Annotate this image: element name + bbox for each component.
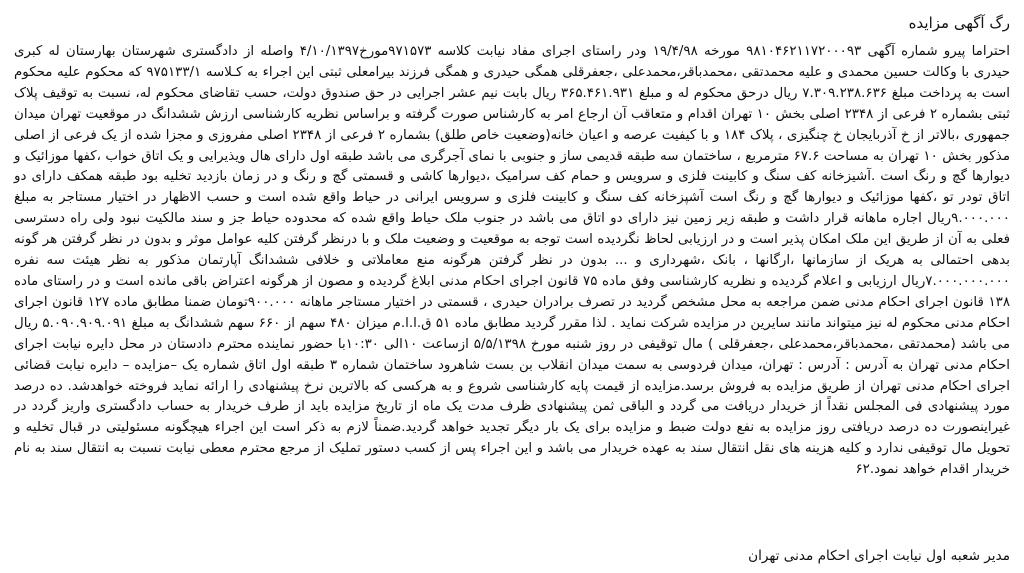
notice-signature: مدیر شعبه اول نیابت اجرای احکام مدنی تهران [748, 548, 1010, 564]
notice-title: رگ آگهی مزایده [908, 14, 1010, 32]
notice-body: احتراما پیرو شماره آگهی ۹۸۱۰۴۶۲۱۱۷۲۰۰۰۹۳ مورخه ۱۹/۴/۹۸ ودر راستای اجرای مفاد نیابت کلاسه ۹۷۱۵۷۳مورخ۴/۱۰/۱۳۹۷ واصله از دادگستری شهرستان بهارستان له کبری حیدری با وکالت حسین محمدی و علیه محمدتقی ،محمدباقر،محمدعلی ،جعفرقلی همگی حیدری و همگی فرزند بیرامعلی ثبتی این اجراء به کـلاسه ۹۷۵۱۳۳/۱ که محکوم علیه محکوم است به پرداخت مبلغ ۷.۳۰۹.۲۳۸.۶۳۶ ریال درحق محکوم له و مبلغ ۳۶۵.۴۶۱.۹۳۱ ریال بابت نیم عشر اجرایی در حق صندوق دولت، حسب تقاضای محکوم له، نسبت به توقیف پلاک ثبتی بشماره ۲ فرعی از ۲۳۴۸ اصلی بخش ۱۰ تهران اقدام و متعاقب آن ارجاع امر به کارشناس صورت گرفته و براساس نظریه کارشناسی ارزش ششدانگ در موقعیت تهران میدان جمهوری ،بالاتر از خ آذربایجان خ چنگیزی ، پلاک ۱۸۴ و با کیفیت عرصه و اعیان خانه(وضعیت خاص طلق) بشماره ۲ فرعی از ۲۳۴۸ اصلی مفروزی و مجزا شده از یک فرعی از اصلی مذکور بخش ۱۰ تهران به مساحت ۶۷.۶ مترمربع ، ساختمان سه طبقه قدیمی ساز و جنوبی با نمای آجرگری می باشد طبقه اول دارای هال ویذیرایی و یک اتاق خواب ،کفها موزائیک و دیوارها گچ و رنگ است .آشیزخانه کف سنگ و کابینت فلزی و سرویس و حمام کف سرامیک ،دیوارها کاشی و قسمتی گچ و رنگ و در زمان بازدید تخلیه بود طبقه همکف دارای دو اتاق تودر تو ،کفها موزائیک و دیوارها گچ و رنگ است آشپزخانه کف سنگ و کابینت فلزی و سرویس ایرانی در حیاط واقع شده است و حسب الاظهار در اختیار مستاجر به مبلغ ۹.۰۰۰.۰۰۰ریال اجاره ماهانه قرار داشت و طبقه زیر زمین نیز دارای دو اتاق می باشد در جنوب ملک حیاط واقع شده که محدوده حیاط جز و سند مالکیت نبود ولی راه دسترسی فعلی به آن از طریق این ملک امکان پذیر است و در ارزیابی لحاظ نگردیده است توجه به موقعیت و وضعیت ملک و با درنظر گرفتن کلیه عوامل موثر و بدون در نظر گرفتن هر گونه بدهی احتمالی به هریک از سازمانها ،ارگانها ، بانک ،شهرداری و ... بدون در نظر گرفتن هرگونه منع معاملاتی و خلافی ششدانگ آپارتمان مذکور به نظر هیئت سه نفره ۷.۰۰۰.۰۰۰.۰۰۰ریال ارزیابی و اعلام گردیده و نظریه کارشناسی وفق ماده ۷۵ قانون اجرای احکام مدنی ابلاغ گردیده و مصون از هرگونه اعتراض باقی مانده است و در راستای ماده ۱۳۸ قانون اجرای احکام مدنی ضمن مراجعه به محل مشخص گردید در تصرف برادران حیدری ، قسمتی در اختیار مستاجر ماهانه ۹۰۰.۰۰۰تومان ضمنا مطابق ماده ۱۲۷ قانون اجرای احکام مدنی محکوم له نیز میتواند مانند سایرین در مزایده شرکت نماید . لذا مقرر گردید مطابق ماده ۵۱ ق.ا.ا.م میزان ۴۸۰ سهم از ۶۶۰ سهم ششدانگ به مبلغ ۵.۰۹۰.۹۰۹.۰۹۱ ریال می باشد (محمدتقی ،محمدباقر،محمدعلی ،جعفرقلی ) مال توقیفی در روز شنبه مورخ ۵/۵/۱۳۹۸ ازساعت ۱۰الی ۱۰:۳۰با حضور نماینده محترم دادستان در محل دایره نیابت اجرای احکام مدنی تهران به آدرس : آدرس : تهران، میدان فردوسی به سمت میدان انقلاب بن بست شاهرود ساختمان شماره ۳ طبقه اول اتاق شماره یک –مزایده – دایره نیابت قضائی اجرای احکام مدنی تهران از طریق مزایده به فروش برسد.مزایده از قیمت پایه کارشناسی شروع و به هرکسی که بالاترین نرخ پیشنهادی را ارائه نماید فروخته خواهدشد. ده درصد مورد پیشنهادی فی المجلس نقداً از خریدار دریافت می گردد و الباقی ثمن پیشنهادی ظرف مدت یک ماه از تاریخ مزایده باید از طرف خریدار به حساب دادگستری واریز گردد در غیراینصورت ده درصد دریافتی روز مزایده به نفع دولت ضبط و مزایده برای یک بار دیگر تجدید خواهد گردید.ضمناً لازم به ذکر است این اجراء هیچگونه مسئولیتی در قبال تخلیه و تحویل مال توقیفی ندارد و کلیه هزینه های نقل انتقال سند به عهده خریدار می باشد و این اجراء پس از کسب دستور تملیک از مرجع محترم معطی نیابت نسبت به انتقال سند به نام خریدار اقدام خواهد نمود.۶۲ [14, 44, 1011, 478]
